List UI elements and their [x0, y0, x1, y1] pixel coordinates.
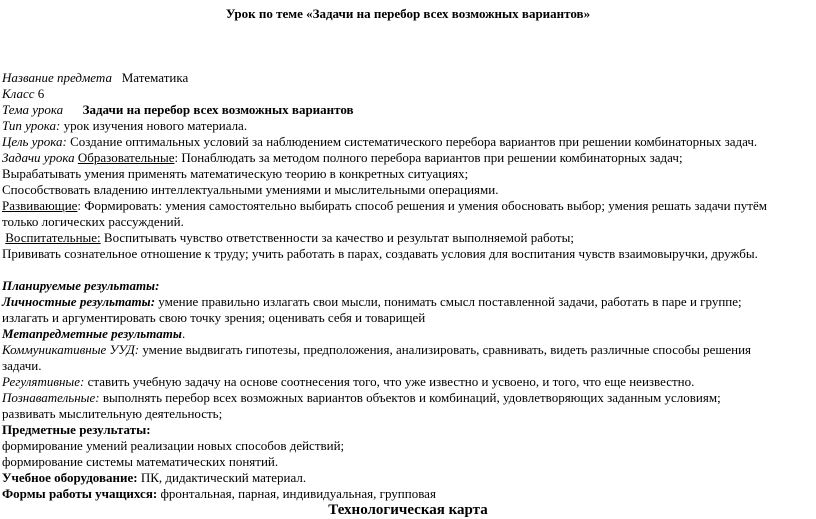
personal-label: Личностные результаты:: [2, 294, 156, 309]
equipment-line: [2, 470, 306, 486]
cognitive-text: выполнять перебор всех возможных вариантов объектов и комбинаций, удовлетворяющих заданным условиям;: [99, 390, 721, 405]
communicative-text: умение выдвигать гипотезы, предположения, анализировать, сравнивать, видеть различные способы решения: [139, 342, 752, 357]
personal-line: [2, 294, 742, 310]
tasks-line: [2, 150, 683, 166]
regulative-label: Регулятивные:: [2, 374, 85, 389]
tasks-label: Задачи урока: [2, 150, 75, 165]
regulative-text: ставить учебную задачу на основе соотнесения того, что уже известно и усвоено, и того, что еще неизвестно.: [84, 374, 695, 389]
tasks-line-2: Вырабатывать умения применять математическую теорию в конкретных ситуациях;: [2, 166, 469, 181]
lesson-type-line: [2, 118, 247, 134]
subject-line: [2, 70, 188, 86]
grade-line: [2, 86, 44, 102]
educational-label: Образовательные: [77, 150, 175, 165]
subject-results-heading: Предметные результаты:: [2, 422, 151, 437]
document-title: Урок по теме «Задачи на перебор всех возможных вариантов»: [225, 6, 591, 21]
work-forms-label: Формы работы учащихся:: [2, 486, 158, 501]
lesson-type-value: урок изучения нового материала.: [63, 118, 248, 133]
developing-label: Развивающие: [2, 198, 78, 213]
goal-value: Создание оптимальных условий за наблюдением систематического перебора вариантов при решении комбинаторных задач.: [70, 134, 758, 149]
upbringing-line-2: Прививать сознательное отношение к труду; учить работать в парах, создавать условия для воспитания чувств взаимовыручки, дружбы.: [2, 246, 758, 261]
cognitive-label: Познавательные:: [2, 390, 100, 405]
goal-line: [2, 134, 757, 150]
developing-text: : Формировать: умения самостоятельно выбирать способ решения и умения обосновать выбор; умения решать задачи путём: [77, 198, 767, 213]
goal-label: Цель урока:: [2, 134, 67, 149]
grade-label: Класс: [2, 86, 35, 101]
personal-line-2: излагать и аргументировать свою точку зрения; оценивать себя и товарищей: [2, 310, 426, 325]
developing-line-2: только логических рассуждений.: [2, 214, 184, 229]
equipment-value: ПК, дидактический материал.: [137, 470, 307, 485]
meta-label: Метапредметные результаты: [2, 326, 182, 341]
equipment-label: Учебное оборудование:: [2, 470, 138, 485]
cognitive-line: [2, 390, 721, 406]
subject-label: Название предмета: [2, 70, 112, 85]
work-forms-value: фронтальная, парная, индивидуальная, групповая: [157, 486, 436, 501]
upbringing-label: Воспитательные:: [5, 230, 101, 245]
topic-line: [2, 102, 354, 118]
upbringing-line: [2, 230, 574, 246]
personal-text: умение правильно излагать свои мысли, понимать смысл поставленной задачи, работать в паре и группе;: [155, 294, 742, 309]
communicative-line: [2, 342, 751, 358]
communicative-label: Коммуникативные УУД:: [2, 342, 140, 357]
communicative-line-2: задачи.: [2, 358, 42, 373]
regulative-line: [2, 374, 694, 390]
lesson-type-label: Тип урока:: [2, 118, 61, 133]
meta-line: [2, 326, 185, 342]
subject-results-line-1: формирование умений реализации новых способов действий;: [2, 438, 345, 453]
topic-value: Задачи на перебор всех возможных вариантов: [82, 102, 354, 117]
meta-dot: .: [181, 326, 186, 341]
results-heading: Планируемые результаты:: [2, 278, 160, 293]
work-forms-line: [2, 486, 436, 502]
topic-label: Тема урока: [2, 102, 64, 117]
upbringing-text: Воспитывать чувство ответственности за качество и результат выполняемой работы;: [100, 230, 574, 245]
tasks-line-3: Способствовать владению интеллектуальными умениями и мыслительными операциями.: [2, 182, 499, 197]
cognitive-line-2: развивать мыслительную деятельность;: [2, 406, 223, 421]
grade-value: 6: [37, 86, 45, 101]
educational-text: : Понаблюдать за методом полного перебора вариантов при решении комбинаторных задач;: [174, 150, 683, 165]
subject-value: Математика: [121, 70, 189, 85]
tech-card-heading: Технологическая карта: [328, 502, 488, 518]
developing-line: [2, 198, 767, 214]
subject-results-line-2: формирование системы математических понятий.: [2, 454, 279, 469]
